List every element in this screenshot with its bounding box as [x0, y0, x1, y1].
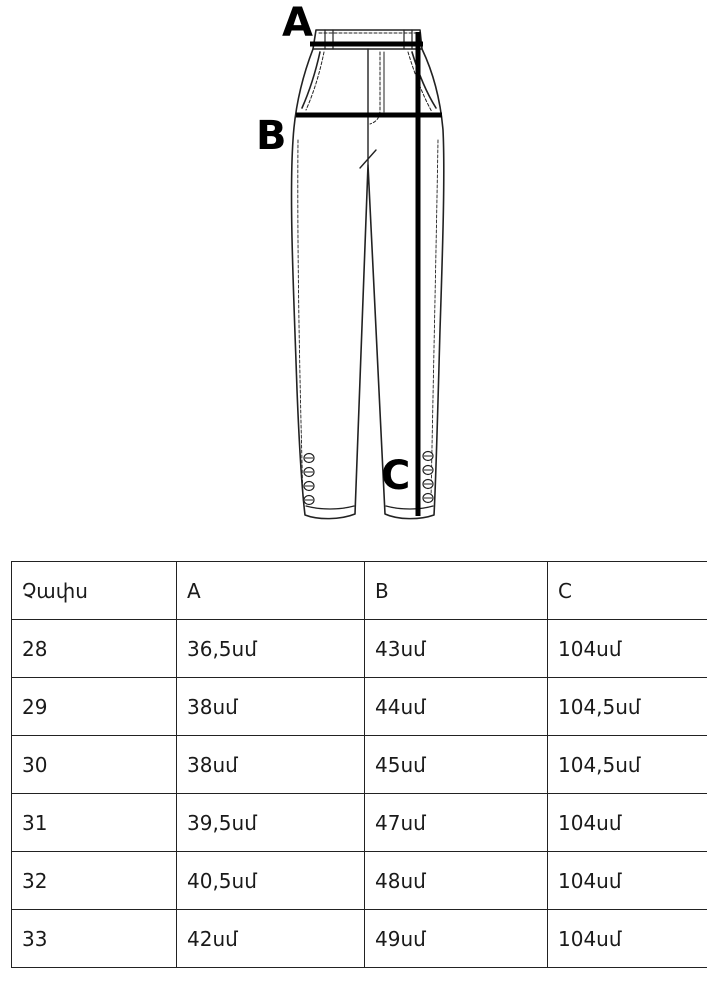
- dimension-label-a: A: [282, 0, 313, 46]
- header-size: Չափս: [12, 562, 177, 620]
- cell-b: 43սմ: [365, 620, 548, 678]
- cell-b: 47սմ: [365, 794, 548, 852]
- cell-a: 36,5սմ: [177, 620, 365, 678]
- cell-b: 44սմ: [365, 678, 548, 736]
- cell-size: 28: [12, 620, 177, 678]
- cell-c: 104,5սմ: [548, 736, 707, 794]
- size-chart-table: [11, 561, 707, 968]
- cell-a: 38սմ: [177, 678, 365, 736]
- cell-size: 32: [12, 852, 177, 910]
- cell-c: 104սմ: [548, 852, 707, 910]
- cell-a: 38սմ: [177, 736, 365, 794]
- cell-c: 104սմ: [548, 910, 707, 968]
- header-b: B: [365, 562, 548, 620]
- table-row: [12, 736, 707, 794]
- table-header-row: [12, 562, 707, 620]
- cell-size: 30: [12, 736, 177, 794]
- cell-a: 40,5սմ: [177, 852, 365, 910]
- cell-c: 104,5սմ: [548, 678, 707, 736]
- cell-size: 29: [12, 678, 177, 736]
- header-a: A: [177, 562, 365, 620]
- cell-c: 104սմ: [548, 620, 707, 678]
- table-row: [12, 620, 707, 678]
- cell-b: 48սմ: [365, 852, 548, 910]
- table-row: [12, 910, 707, 968]
- table-row: [12, 794, 707, 852]
- table-row: [12, 852, 707, 910]
- header-c: C: [548, 562, 707, 620]
- cell-size: 33: [12, 910, 177, 968]
- table-row: [12, 678, 707, 736]
- cell-c: 104սմ: [548, 794, 707, 852]
- cell-b: 45սմ: [365, 736, 548, 794]
- cell-a: 42սմ: [177, 910, 365, 968]
- cell-b: 49սմ: [365, 910, 548, 968]
- dimension-label-c: C: [381, 453, 411, 499]
- dimension-label-b: B: [256, 113, 287, 159]
- cell-a: 39,5սմ: [177, 794, 365, 852]
- cell-size: 31: [12, 794, 177, 852]
